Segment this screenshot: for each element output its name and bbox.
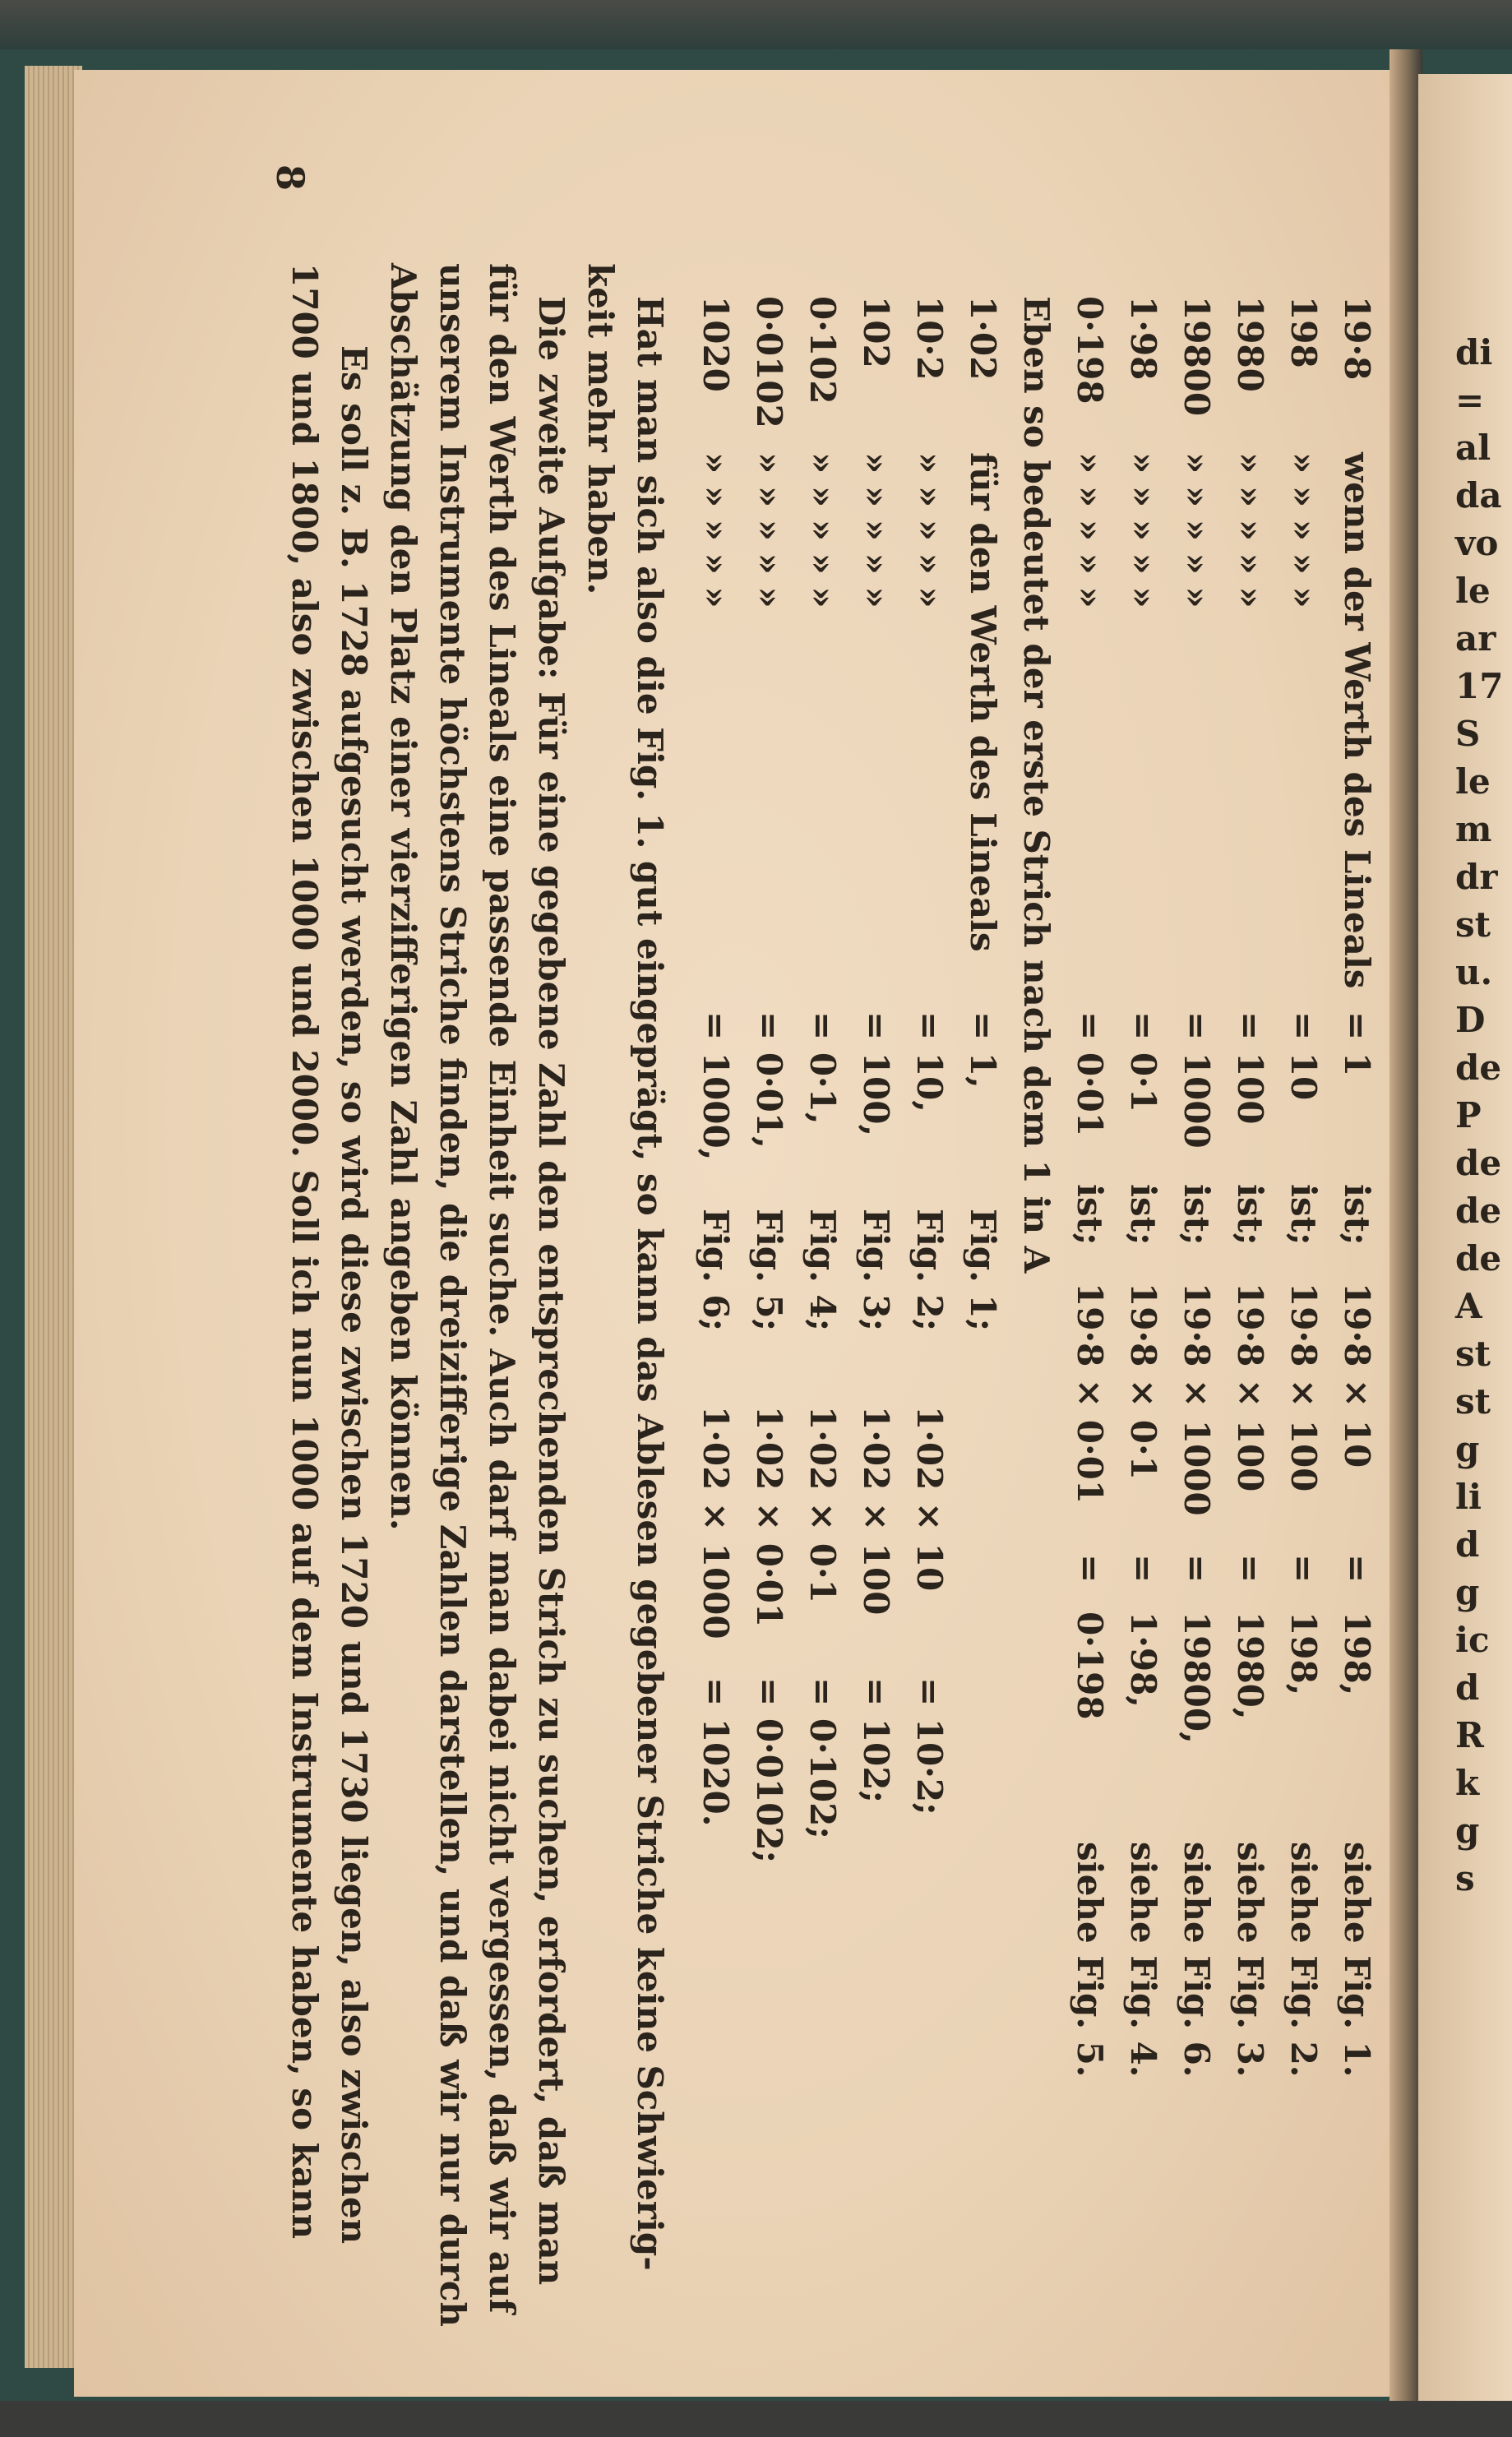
cell-pre: » » » » »: [749, 452, 789, 608]
cell-val: = 0·01: [1070, 1011, 1110, 1137]
cell-pre: wenn der Werth des Lineals: [1337, 452, 1377, 989]
cell-expr: 19·8 × 0·01: [1070, 1283, 1110, 1505]
cell-expr: 19·8 × 100: [1230, 1283, 1270, 1492]
cell-fig: siehe Fig. 6.: [1177, 1842, 1217, 2078]
paragraph-line: Hat man sich also die Fig. 1. gut eingeprägt, so kann das Ablesen gegebener Striche keine Schwierig-: [630, 296, 670, 2271]
cell-val: = 1000: [1177, 1011, 1217, 1149]
cell-fig: Fig. 5;: [749, 1209, 789, 1332]
cell-res: 198,: [1283, 1612, 1324, 1696]
facing-page-fragment: k: [1455, 1763, 1480, 1803]
facing-page-fragment: de: [1455, 1191, 1502, 1231]
cell-val: = 1: [1337, 1011, 1377, 1077]
paragraph-line: Es soll z. B. 1728 aufgesucht werden, so wird diese zwischen 1720 und 1730 liegen, also zwischen: [334, 345, 374, 2245]
cell-num: 1020: [696, 296, 736, 392]
cell-pre: » » » » »: [802, 452, 843, 608]
cell-pre: » » » » »: [1123, 452, 1163, 608]
facing-page-fragment: m: [1455, 809, 1492, 849]
cell-fig: siehe Fig. 5.: [1070, 1842, 1110, 2078]
cell-ist: ist;: [1337, 1184, 1377, 1246]
facing-page-fragment: d: [1455, 1667, 1480, 1708]
cell-num: 19·8: [1337, 296, 1377, 381]
cell-pre: » » » » »: [1177, 452, 1217, 608]
cell-num: 198: [1283, 296, 1324, 368]
cell-fig: siehe Fig. 4.: [1123, 1842, 1163, 2078]
cell-res: 198,: [1337, 1612, 1377, 1696]
facing-page-fragment: al: [1455, 428, 1491, 468]
page-number: 8: [268, 164, 312, 192]
paragraph-line: unserem Instrumente höchstens Striche finden, die dreizifferige Zahlen darstellen, und daß wir nur durch: [432, 263, 473, 2327]
facing-page-fragment: R: [1455, 1715, 1484, 1755]
cell-fig: Fig. 6;: [696, 1209, 736, 1332]
facing-page-fragment: g: [1455, 1810, 1480, 1851]
facing-page-fragment: d: [1455, 1524, 1480, 1565]
cell-val: = 10: [1283, 1011, 1324, 1101]
cell-fig: siehe Fig. 2.: [1283, 1842, 1324, 2078]
facing-page-fragment: da: [1455, 475, 1502, 516]
cell-pre: » » » » »: [909, 452, 950, 608]
facing-page-fragment: S: [1455, 714, 1481, 754]
cell-num: 1·98: [1123, 296, 1163, 381]
facing-page-fragment: g: [1455, 1572, 1480, 1612]
facing-page-fragment: le: [1455, 571, 1491, 611]
paragraph-line: keit mehr haben.: [580, 263, 621, 595]
facing-page-fragment: u.: [1455, 952, 1493, 992]
cell-expr: 19·8 × 10: [1337, 1283, 1377, 1468]
cell-res: 1·98,: [1123, 1612, 1163, 1708]
cell-res: = 10·2;: [909, 1677, 950, 1815]
cell-expr: 1·02 × 1000: [696, 1406, 736, 1639]
facing-page-fragment: P: [1455, 1095, 1482, 1135]
facing-page-fragment: ic: [1455, 1620, 1490, 1660]
paragraph-line: Abschätzung den Platz einer vierzifferigen Zahl angeben können.: [383, 263, 423, 1531]
cell-pre: für den Werth des Lineals: [963, 452, 1003, 952]
cell-fig: Fig. 2;: [909, 1209, 950, 1332]
paragraph-line: 1700 und 1800, also zwischen 1000 und 2000. Soll ich nun 1000 auf dem Instrumente haben, so kann: [284, 263, 325, 2240]
cell-ist: ist;: [1230, 1184, 1270, 1246]
cell-pre: » » » » »: [1070, 452, 1110, 608]
cell-res: = 102;: [856, 1677, 896, 1803]
facing-page-fragment: de: [1455, 1047, 1502, 1088]
cell-val: = 0·1: [1123, 1011, 1163, 1112]
cell-expr: 1·02 × 100: [856, 1406, 896, 1616]
cell-res: = 0·102;: [802, 1677, 843, 1839]
cell-val: = 100: [1230, 1011, 1270, 1125]
cell-num: 0·102: [802, 296, 843, 405]
cell-val: = 100,: [856, 1011, 896, 1137]
cell-eq: =: [1230, 1554, 1270, 1584]
facing-page-fragment: g: [1455, 1429, 1480, 1469]
cell-eq: =: [1177, 1554, 1217, 1584]
facing-page-fragment: A: [1455, 1286, 1482, 1326]
cell-num: 102: [856, 296, 896, 368]
cell-ist: ist;: [1177, 1184, 1217, 1246]
cell-num: 10·2: [909, 296, 950, 381]
facing-page-fragment: vo: [1455, 523, 1499, 563]
cell-val: = 10,: [909, 1011, 950, 1112]
cell-fig: siehe Fig. 1.: [1337, 1842, 1377, 2078]
cell-pre: » » » » »: [696, 452, 736, 608]
cell-eq: =: [1123, 1554, 1163, 1584]
cover-top-edge: [0, 0, 1512, 49]
cell-fig: siehe Fig. 3.: [1230, 1842, 1270, 2078]
facing-page-fragment: st: [1455, 904, 1491, 945]
rotated-text-block: [268, 164, 1381, 2351]
cell-num: 0·0102: [749, 296, 789, 428]
facing-page-fragment: =: [1455, 380, 1485, 420]
facing-page-fragment: st: [1455, 1381, 1491, 1422]
cell-fig: Fig. 3;: [856, 1209, 896, 1332]
cell-fig: Fig. 1;: [963, 1209, 1003, 1332]
paragraph-line: Die zweite Aufgabe: Für eine gegebene Zahl den entsprechenden Strich zu suchen, erfordert, daß man: [531, 296, 571, 2286]
facing-page-fragment: dr: [1455, 857, 1498, 897]
cell-res: 19800,: [1177, 1612, 1217, 1744]
facing-page-fragment: ar: [1455, 618, 1496, 659]
facing-page-fragment: li: [1455, 1477, 1482, 1517]
cell-expr: 19·8 × 1000: [1177, 1283, 1217, 1516]
cell-eq: =: [1283, 1554, 1324, 1584]
facing-page-fragment: 17: [1455, 666, 1504, 706]
cell-expr: 1·02 × 0·01: [749, 1406, 789, 1628]
cell-pre: » » » » »: [1230, 452, 1270, 608]
cell-expr: 1·02 × 0·1: [802, 1406, 843, 1603]
facing-page-fragment: D: [1455, 1000, 1486, 1040]
cell-res: 1980,: [1230, 1612, 1270, 1720]
cell-val: = 0·1,: [802, 1011, 843, 1125]
book-gutter: [1389, 49, 1422, 2401]
facing-page-text: [1455, 329, 1503, 1903]
facing-page-fragment: de: [1455, 1143, 1502, 1183]
cell-pre: » » » » »: [856, 452, 896, 608]
cell-res: = 0·0102;: [749, 1677, 789, 1864]
cell-ist: ist;: [1283, 1184, 1324, 1246]
facing-page-fragment: s: [1455, 1858, 1475, 1898]
cell-expr: 1·02 × 10: [909, 1406, 950, 1592]
paragraph-line: für den Werth des Lineals eine passende Einheit suche. Auch darf man dabei nicht vergessen, daß wir auf: [482, 263, 522, 2314]
cell-num: 0·198: [1070, 296, 1110, 405]
facing-page-fragment: de: [1455, 1238, 1502, 1279]
cell-num: 1·02: [963, 296, 1003, 381]
cell-val: = 1000,: [696, 1011, 736, 1161]
cell-fig: Fig. 4;: [802, 1209, 843, 1332]
facing-page-fragment: st: [1455, 1334, 1491, 1374]
cell-expr: 19·8 × 100: [1283, 1283, 1324, 1492]
cell-val: = 1,: [963, 1011, 1003, 1089]
facing-page-fragment: le: [1455, 761, 1491, 802]
transition-line: Eben so bedeutet der erste Strich nach dem 1 in A: [1016, 296, 1057, 1274]
cell-eq: =: [1070, 1554, 1110, 1584]
cell-pre: » » » » »: [1283, 452, 1324, 608]
cell-ist: ist;: [1070, 1184, 1110, 1246]
cell-num: 19800: [1177, 296, 1217, 417]
cell-val: = 0·01,: [749, 1011, 789, 1149]
cell-res: 0·198: [1070, 1612, 1110, 1720]
facing-page-fragment: di: [1455, 332, 1493, 372]
cell-expr: 19·8 × 0·1: [1123, 1283, 1163, 1480]
cell-eq: =: [1337, 1554, 1377, 1584]
cell-num: 1980: [1230, 296, 1270, 392]
cell-res: = 1020.: [696, 1677, 736, 1827]
cell-ist: ist;: [1123, 1184, 1163, 1246]
